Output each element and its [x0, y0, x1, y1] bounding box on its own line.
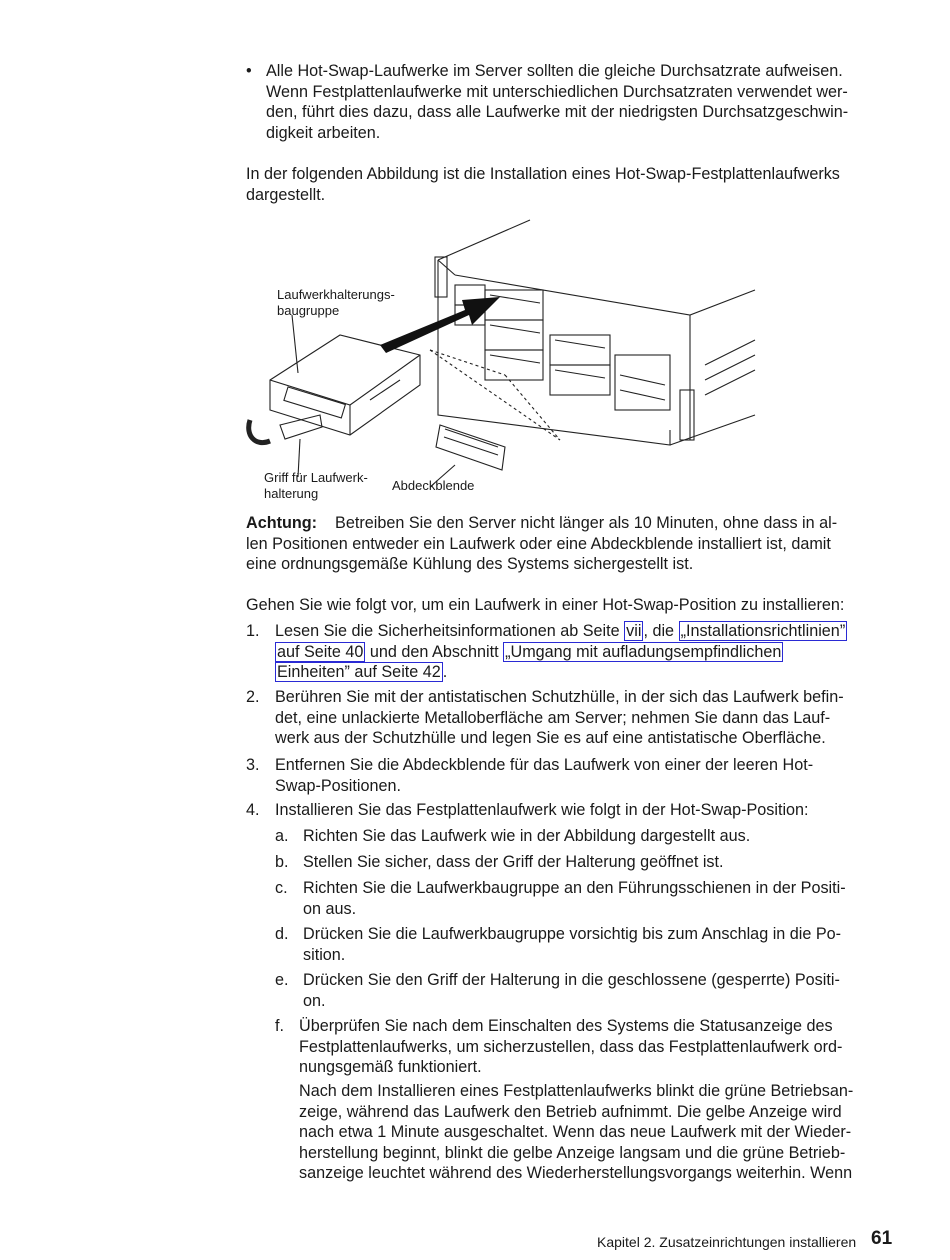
installation-figure — [240, 215, 760, 505]
substep-key: f. — [275, 1017, 284, 1035]
substep-c: Richten Sie die Laufwerkbaugruppe an den Führungsschienen in der Positi- on aus. — [303, 879, 846, 918]
attention-paragraph — [246, 513, 906, 575]
substep-key: d. — [275, 925, 289, 943]
server-top-edge — [438, 220, 530, 260]
step-3: Entfernen Sie die Abdeckblende für das Laufwerk von einer der leeren Hot- Swap-Positionen. — [275, 756, 814, 795]
substep-key: a. — [275, 827, 289, 845]
intro-line: In der folgenden Abbildung ist die Installation eines Hot-Swap-Festplattenlaufwerks — [246, 165, 840, 183]
steps-intro: Gehen Sie wie folgt vor, um ein Laufwerk in einer Hot-Swap-Position zu installieren: — [246, 596, 845, 614]
step-number: 2. — [246, 688, 260, 706]
bullet-line: Alle Hot-Swap-Laufwerke im Server sollten die gleiche Durchsatzrate aufweisen. — [266, 62, 843, 80]
link-static-sensitive[interactable]: „Umgang mit aufladungsempfindlichen — [505, 642, 782, 661]
label-drive-handle: Griff für Laufwerk- halterung — [264, 470, 368, 501]
step-number: 1. — [246, 622, 260, 640]
step-number: 4. — [246, 801, 260, 819]
page-number: 61 — [871, 1228, 893, 1249]
bullet-text — [266, 61, 848, 143]
attention-line: eine ordnungsgemäße Kühlung des Systems sichergestellt ist. — [246, 555, 694, 573]
attention-line: Betreiben Sie den Server nicht länger als 10 Minuten, ohne dass in al- — [335, 514, 838, 532]
footer-chapter: Kapitel 2. Zusatzeinrichtungen installieren — [597, 1234, 857, 1250]
filler-panel — [436, 425, 505, 470]
bullet-line: den, führt dies dazu, dass alle Laufwerke mit der niedrigsten Durchsatzgeschwin- — [266, 103, 849, 121]
link-static-sensitive-page[interactable]: Einheiten” auf Seite 42 — [277, 663, 441, 681]
intro-paragraph — [246, 164, 840, 205]
step-2: Berühren Sie mit der antistatischen Schutzhülle, in der sich das Laufwerk befin- det, eine unlackierte Metalloberfläche am Server; nehmen Sie dann das Lauf- werk aus der Schutzhülle und legen Sie es auf eine antistatische Oberfläche. — [275, 688, 844, 747]
status-note-paragraph: Nach dem Installieren eines Festplattenlaufwerks blinkt die grüne Betriebsan- zeige, während das Laufwerk den Betrieb aufnimmt. Die gelbe Anzeige wird nach etwa 1 Minute ausgeschaltet. Wenn das neue Laufwerk mit der Wieder- herstellung beginnt, blinkt die gelbe Anzeige langsam und die grüne Betrieb- sanzeige leuchtet während des Wiederherstellungsvorgangs weiterhin. Wenn — [299, 1082, 854, 1182]
rotate-arrow-icon — [249, 420, 270, 443]
substep-key: c. — [275, 879, 288, 897]
substep-key: e. — [275, 971, 289, 989]
substep-e: Drücken Sie den Griff der Halterung in die geschlossene (gesperrte) Positi- on. — [303, 971, 840, 1010]
step-4: Installieren Sie das Festplattenlaufwerk wie folgt in der Hot-Swap-Position: — [275, 801, 809, 819]
label-filler-panel: Abdeckblende — [392, 478, 475, 493]
attention-line: len Positionen entweder ein Laufwerk oder eine Abdeckblende installiert ist, damit — [246, 534, 831, 553]
server-top-front-edge — [455, 275, 755, 315]
step-number: 3. — [246, 756, 260, 774]
attention-label: Achtung: — [246, 514, 318, 532]
server-front-outline — [438, 260, 670, 445]
drive-handle — [280, 415, 322, 439]
substep-a: Richten Sie das Laufwerk wie in der Abbildung dargestellt aus. — [303, 827, 751, 845]
substep-f: Überprüfen Sie nach dem Einschalten des Systems die Statusanzeige des Festplattenlaufwerks, um sicherzustellen, dass das Festplattenlaufwerk ord- nungsgemäß funktioniert. — [299, 1017, 843, 1076]
link-safety-page[interactable]: vii — [626, 622, 642, 640]
guide-lines — [430, 350, 560, 440]
intro-line: dargestellt. — [246, 185, 326, 204]
substep-key: b. — [275, 853, 289, 871]
substep-b: Stellen Sie sicher, dass der Griff der Halterung geöffnet ist. — [303, 853, 724, 871]
drive-carrier — [270, 335, 420, 435]
link-installation-guidelines-page[interactable]: auf Seite 40 — [277, 642, 364, 661]
substep-d: Drücken Sie die Laufwerkbaugruppe vorsichtig bis zum Anschlag in die Po- sition. — [303, 925, 842, 964]
bullet-mark: • — [246, 62, 252, 80]
label-drive-assembly: Laufwerkhalterungs- baugruppe — [277, 287, 395, 318]
link-installation-guidelines[interactable]: „Installationsrichtlinien” — [680, 622, 846, 640]
bullet-line: digkeit arbeiten. — [266, 123, 381, 142]
step-1: Lesen Sie die Sicherheitsinformationen ab Seite vii , die „Installationsrichtlinien” auf Seite 40 und den Abschnitt „Umgang mit aufladungsempfindlichen Einheiten” auf Seite 42 . — [275, 622, 846, 681]
bullet-line: Wenn Festplattenlaufwerke mit unterschiedlichen Durchsatzraten verwendet wer- — [266, 82, 848, 101]
drive-installation-illustration — [240, 215, 760, 505]
